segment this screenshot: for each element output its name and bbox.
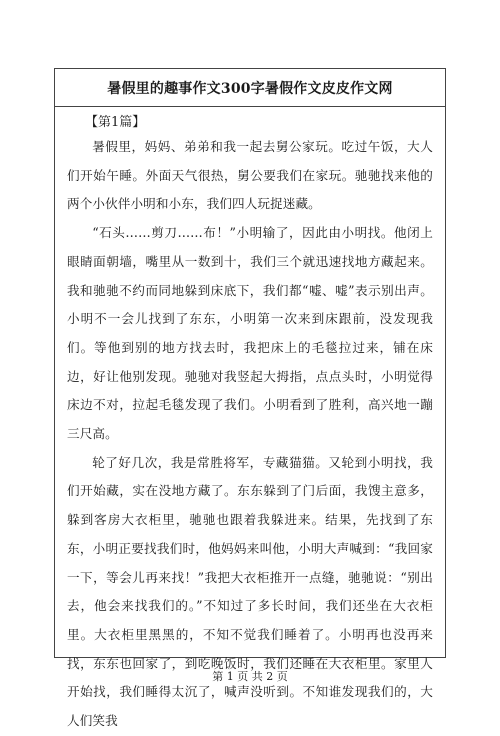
section-tag: 【第1篇】 — [85, 115, 146, 130]
paragraph: 暑假里，妈妈、弟弟和我一起去舅公家玩。吃过午饭，大人们开始午睡。外面天气很热，舅公要我们在家玩。驰驰找来他的两个小伙伴小明和小东，我们四人玩捉迷藏。 — [67, 139, 433, 212]
paragraph: “石头……剪刀……布！”小明输了，因此由小明找。他闭上眼睛面朝墙，嘴里从一数到十，我们三个就迅速找地方藏起来。我和驰驰不约而同地躲到床底下，我们都“嘘、嘘”表示别出声。小明不一会儿找到了东东，小明第一次来到床跟前，没发现我们。等他到别的地方找去时，我把床上的毛毯拉过来，铺在床边，好让他别发现。驰驰对我竖起大拇指，点点头时，小明觉得床边不对，拉起毛毯发现了我们。小明看到了胜利，高兴地一蹦三尺高。 — [67, 225, 433, 442]
essay-body — [55, 107, 445, 736]
paragraph: 轮了好几次，我是常胜将军，专藏猫猫。又轮到小明找，我们开始藏，实在没地方藏了。东东躲到了门后面，我馊主意多，躲到客房大衣柜里，驰驰也跟着我躲进来。结果，先找到了东东，小明正要找我们时，他妈妈来叫他，小明大声喊到：“我回家一下，等会儿再来找！”我把大衣柜推开一点缝，驰驰说：“别出去，他会来找我们的。”不知过了多长时间，我们还坐在大衣柜里。大衣柜里黑黑的，不知不觉我们睡着了。小明再也没再来找，东东也回家了，到吃晚饭时，我们还睡在大衣柜里。家里人开始找，我们睡得太沉了，喊声没听到。不知谁发现我们的，大人们笑我 — [67, 454, 433, 729]
document-title: 暑假里的趣事作文300字暑假作文皮皮作文网 — [55, 69, 445, 107]
page-footer: 第 1 页 共 2 页 — [212, 670, 288, 683]
